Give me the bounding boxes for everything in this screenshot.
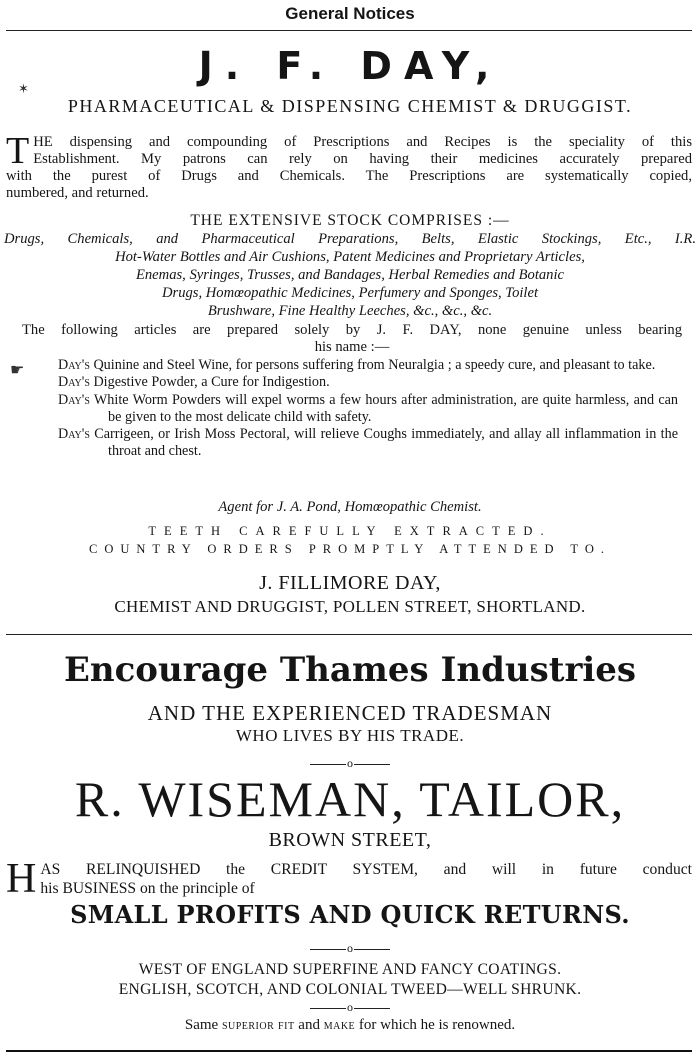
- section-header: General Notices: [285, 4, 415, 23]
- print-speck-icon: ✶: [18, 82, 29, 97]
- separator: o: [0, 1001, 700, 1013]
- stock-line: Drugs, Chemicals, and Pharmaceutical Preparations, Belts, Elastic Stockings, Etc., I.R.: [4, 231, 696, 247]
- day-ad-subtitle: PHARMACEUTICAL & DISPENSING CHEMIST & DRUGGIST.: [67, 96, 633, 116]
- coatings-line: WEST OF ENGLAND SUPERFINE AND FANCY COATINGS.: [138, 961, 562, 978]
- pointing-hand-icon: ☛: [10, 360, 25, 379]
- day-products-list: [58, 357, 678, 461]
- day-footer-name: J. FILLIMORE DAY,: [259, 572, 441, 594]
- list-item: Day's Digestive Powder, a Cure for Indigestion.: [58, 374, 330, 391]
- wiseman-headline: Encourage Thames Industries: [63, 650, 637, 690]
- separator: o: [0, 757, 700, 769]
- wiseman-lives-line: WHO LIVES BY HIS TRADE.: [235, 726, 465, 745]
- intro-dropcap: T: [6, 130, 30, 172]
- credit-system-note: [6, 856, 692, 902]
- day-footer-address: CHEMIST AND DRUGGIST, POLLEN STREET, SHORTLAND.: [114, 597, 586, 616]
- has-line-1: AS RELINQUISHED the CREDIT SYSTEM, and will in future conduct: [40, 861, 692, 878]
- tweed-line: ENGLISH, SCOTCH, AND COLONIAL TWEED—WELL SHRUNK.: [118, 981, 582, 998]
- bottom-rule: [6, 1050, 692, 1052]
- following-line-2: his name :—: [314, 339, 390, 355]
- intro-line-4: numbered, and returned.: [6, 185, 149, 201]
- teeth-note: TEETH CAREFULLY EXTRACTED.: [148, 524, 552, 538]
- list-item: Day's Carrigeen, or Irish Moss Pectoral, will relieve Coughs immediately, and allay all inflammation in the throat and chest.: [58, 426, 679, 460]
- intro-line-1: HE dispensing and compounding of Prescriptions and Recipes is the speciality of this: [33, 134, 692, 150]
- agent-note: Agent for J. A. Pond, Homœopathic Chemist.: [218, 499, 482, 515]
- stock-line: Brushware, Fine Healthy Leeches, &c., &c., &c.: [207, 303, 493, 319]
- following-note: [22, 322, 682, 356]
- stock-list: [0, 230, 700, 320]
- following-line-1: The following articles are prepared solely by J. F. DAY, none genuine unless bearing: [22, 322, 682, 338]
- intro-line-3: with the purest of Drugs and Chemicals. The Prescriptions are systematically copied,: [6, 168, 692, 184]
- stock-heading: THE EXTENSIVE STOCK COMPRISES :—: [190, 212, 510, 229]
- ad-divider: [6, 634, 692, 635]
- slogan: SMALL PROFITS AND QUICK RETURNS.: [70, 900, 630, 929]
- day-ad-intro: [6, 130, 692, 202]
- wiseman-name: R. WISEMAN, TAILOR,: [74, 771, 626, 827]
- renowned-line: Same superior fit and make for which he is renowned.: [184, 1017, 516, 1033]
- list-item: Day's Quinine and Steel Wine, for persons suffering from Neuralgia ; a speedy cure, and pleasant to take.: [58, 357, 656, 373]
- day-ad-title: J. F. DAY,: [198, 44, 502, 88]
- stock-line: Hot-Water Bottles and Air Cushions, Patent Medicines and Proprietary Articles,: [115, 249, 585, 265]
- country-orders-note: COUNTRY ORDERS PROMPTLY ATTENDED TO.: [89, 542, 611, 556]
- wiseman-street: BROWN STREET,: [268, 829, 432, 851]
- intro-line-2: Establishment. My patrons can rely on having their medicines accurately prepared: [33, 151, 692, 167]
- separator: o: [0, 942, 700, 954]
- stock-line: Drugs, Homœopathic Medicines, Perfumery and Sponges, Toilet: [161, 285, 539, 301]
- wiseman-tradesman-line: AND THE EXPERIENCED TRADESMAN: [147, 701, 553, 725]
- stock-line: Enemas, Syringes, Trusses, and Bandages, Herbal Remedies and Botanic: [135, 267, 565, 283]
- has-dropcap: H: [6, 856, 37, 902]
- header-rule: [6, 30, 692, 31]
- has-line-2: his BUSINESS on the principle of: [40, 880, 255, 897]
- list-item: Day's White Worm Powders will expel worms a few hours after administration, are quite harmless, and can be given to the most delicate child with safety.: [58, 391, 679, 425]
